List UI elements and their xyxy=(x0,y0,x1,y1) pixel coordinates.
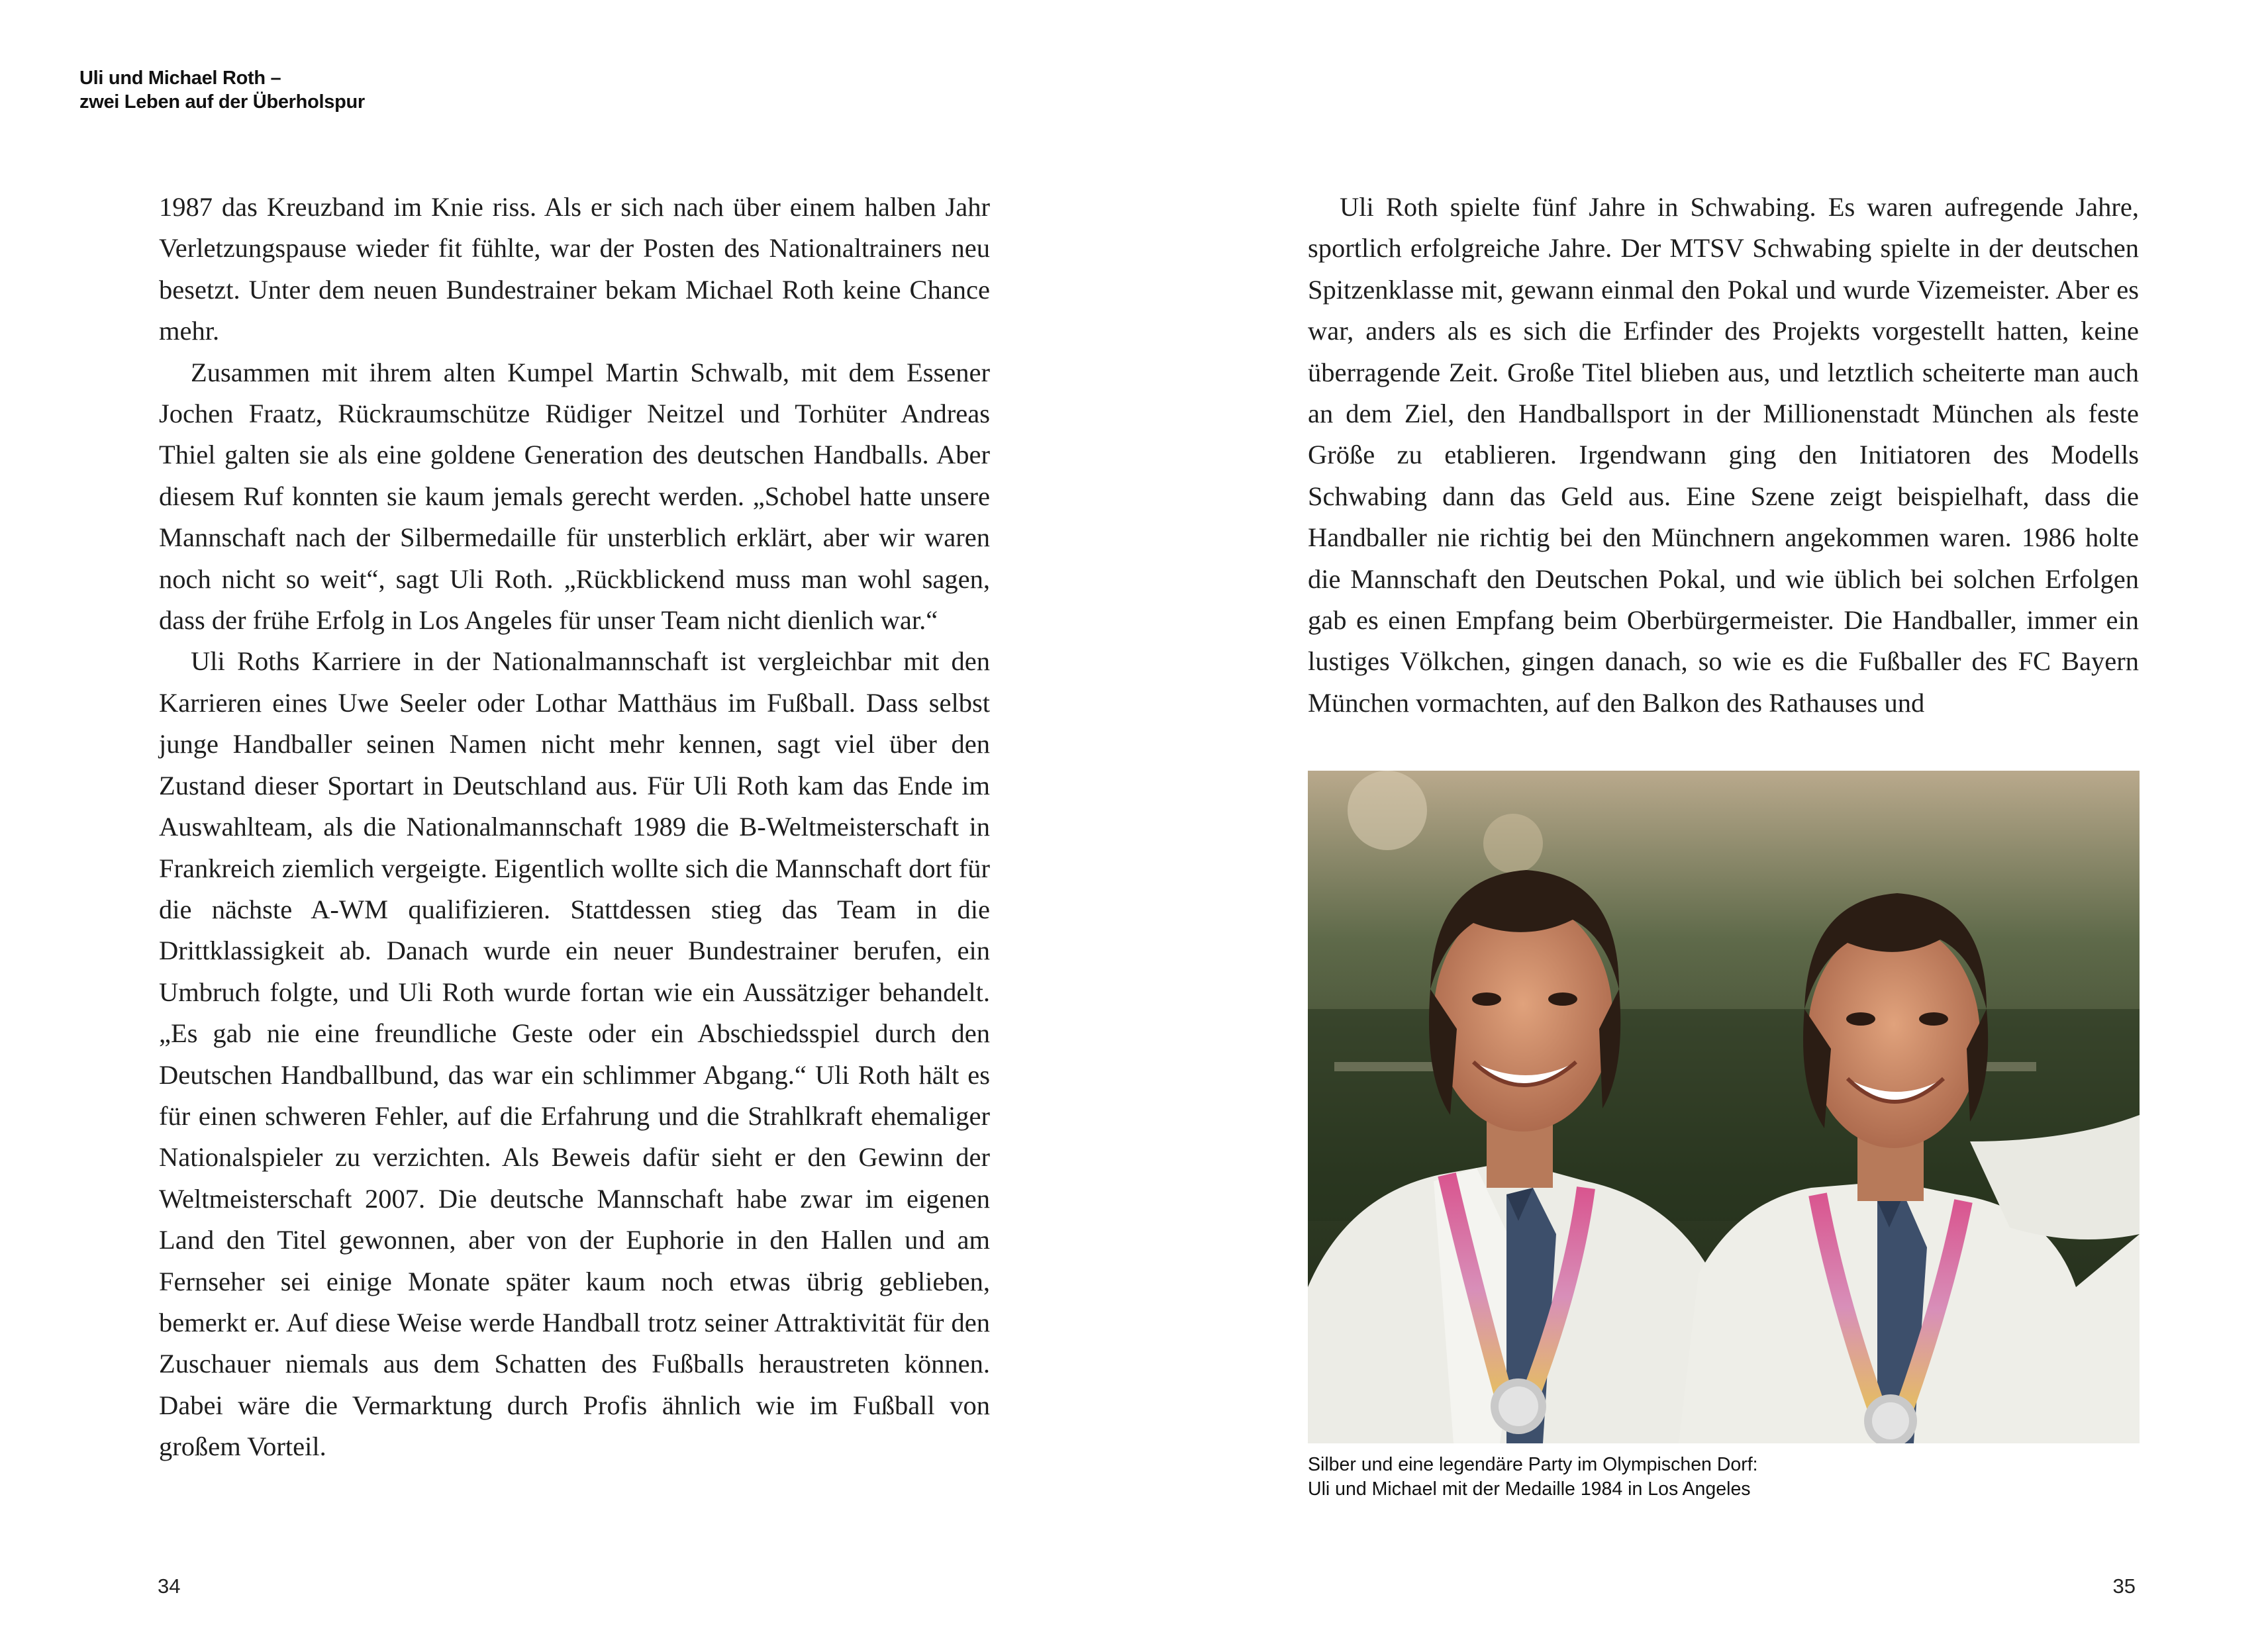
page-number: 34 xyxy=(158,1574,181,1598)
running-head-line-2: zwei Leben auf der Überholspur xyxy=(79,91,365,113)
running-head xyxy=(79,66,365,114)
caption-line-1: Silber und eine legendäre Party im Olympischen Dorf: xyxy=(1308,1454,1758,1475)
photo-caption xyxy=(1308,1453,2140,1502)
paragraph: Zusammen mit ihrem alten Kumpel Martin Schwalb, mit dem Essener Jochen Fraatz, Rückraumschütze Rüdiger Neitzel und Torhüter Andreas Thiel galten sie als eine goldene Generation des deutschen Handballs. Aber diesem Ruf konnten sie kaum jemals gerecht werden. „Schobel hatte unsere Mannschaft nach der Silbermedaille für unsterblich erklärt, aber wir waren noch nicht so weit“, sagt Uli Roth. „Rückblickend muss man wohl sagen, dass der frühe Erfolg in Los Angeles für unser Team nicht dienlich war.“ xyxy=(159,357,990,636)
photo-twins-with-medals xyxy=(1308,771,2140,1443)
right-page xyxy=(1134,0,2268,1642)
paragraph: Uli Roth spielte fünf Jahre in Schwabing. Es waren aufregende Jahre, sportlich erfolgreiche Jahre. Der MTSV Schwabing spielte in der deutschen Spitzenklasse mit, gewann einmal den Pokal und wurde Vizemeister. Aber es war, anders als es sich die Erfinder des Projekts vorgestellt hatten, keine überragende Zeit. Große Titel blieben aus, und letztlich scheiterte man auch an dem Ziel, den Handballsport in der Millionenstadt München als feste Größe zu etablieren. Irgendwann ging den Initiatoren des Modells Schwabing dann das Geld aus. Eine Szene zeigt beispielhaft, dass die Handballer nie richtig bei den Münchnern angekommen waren. 1986 holte die Mannschaft den Deutschen Pokal, und wie üblich bei solchen Erfolgen gab es einen Empfang beim Oberbürgermeister. Die Handballer, immer ein lustiges Völkchen, gingen danach, so wie es die Fußballer des FC Bayern München vormachten, auf den Balkon des Rathauses und xyxy=(1308,192,2139,718)
left-text-column xyxy=(159,187,990,1468)
right-text-column xyxy=(1308,187,2139,724)
paragraph: Uli Roths Karriere in der Nationalmannschaft ist vergleichbar mit den Karrieren eines Uwe Seeler oder Lothar Matthäus im Fußball. Dass selbst junge Handballer seinen Namen nicht mehr kennen, sagt viel über den Zustand dieser Sportart in Deutschland aus. Für Uli Roth kam das Ende im Auswahlteam, als die Nationalmannschaft 1989 die B-Weltmeisterschaft in Frankreich ziemlich vergeigte. Eigentlich wollte sich die Mannschaft dort für die nächste A-WM qualifizieren. Stattdessen stieg das Team in die Drittklassigkeit ab. Danach wurde ein neuer Bundestrainer berufen, ein Umbruch folgte, und Uli Roth wurde fortan wie ein Aussätziger behandelt. „Es gab nie eine freundliche Geste oder ein Abschiedsspiel durch den Deutschen Handballbund, das war ein schlimmer Abgang.“ Uli Roth hält es für einen schweren Fehler, auf die Erfahrung und die Strahlkraft ehemaliger Nationalspieler zu verzichten. Als Beweis dafür sieht er den Gewinn der Weltmeisterschaft 2007. Die deutsche Mannschaft habe zwar im eigenen Land den Titel gewonnen, aber von der Euphorie in den Hallen und am Fernseher sei einige Monate später kaum noch etwas übrig geblieben, bemerkt er. Auf diese Weise werde Handball trotz seiner Attraktivität für den Zuschauer niemals aus dem Schatten des Fußballs heraustreten können. Dabei wäre die Vermarktung durch Profis ähnlich wie im Fußball von großem Vorteil. xyxy=(159,646,990,1462)
running-head-line-1: Uli und Michael Roth – xyxy=(79,68,281,89)
page-number: 35 xyxy=(2112,1574,2136,1598)
caption-line-2: Uli und Michael mit der Medaille 1984 in Los Angeles xyxy=(1308,1478,1751,1500)
paragraph: 1987 das Kreuzband im Knie riss. Als er sich nach über einem halben Jahr Verletzungspause wieder fit fühlte, war der Posten des Nationaltrainers neu besetzt. Unter dem neuen Bundestrainer bekam Michael Roth keine Chance mehr. xyxy=(159,192,990,346)
